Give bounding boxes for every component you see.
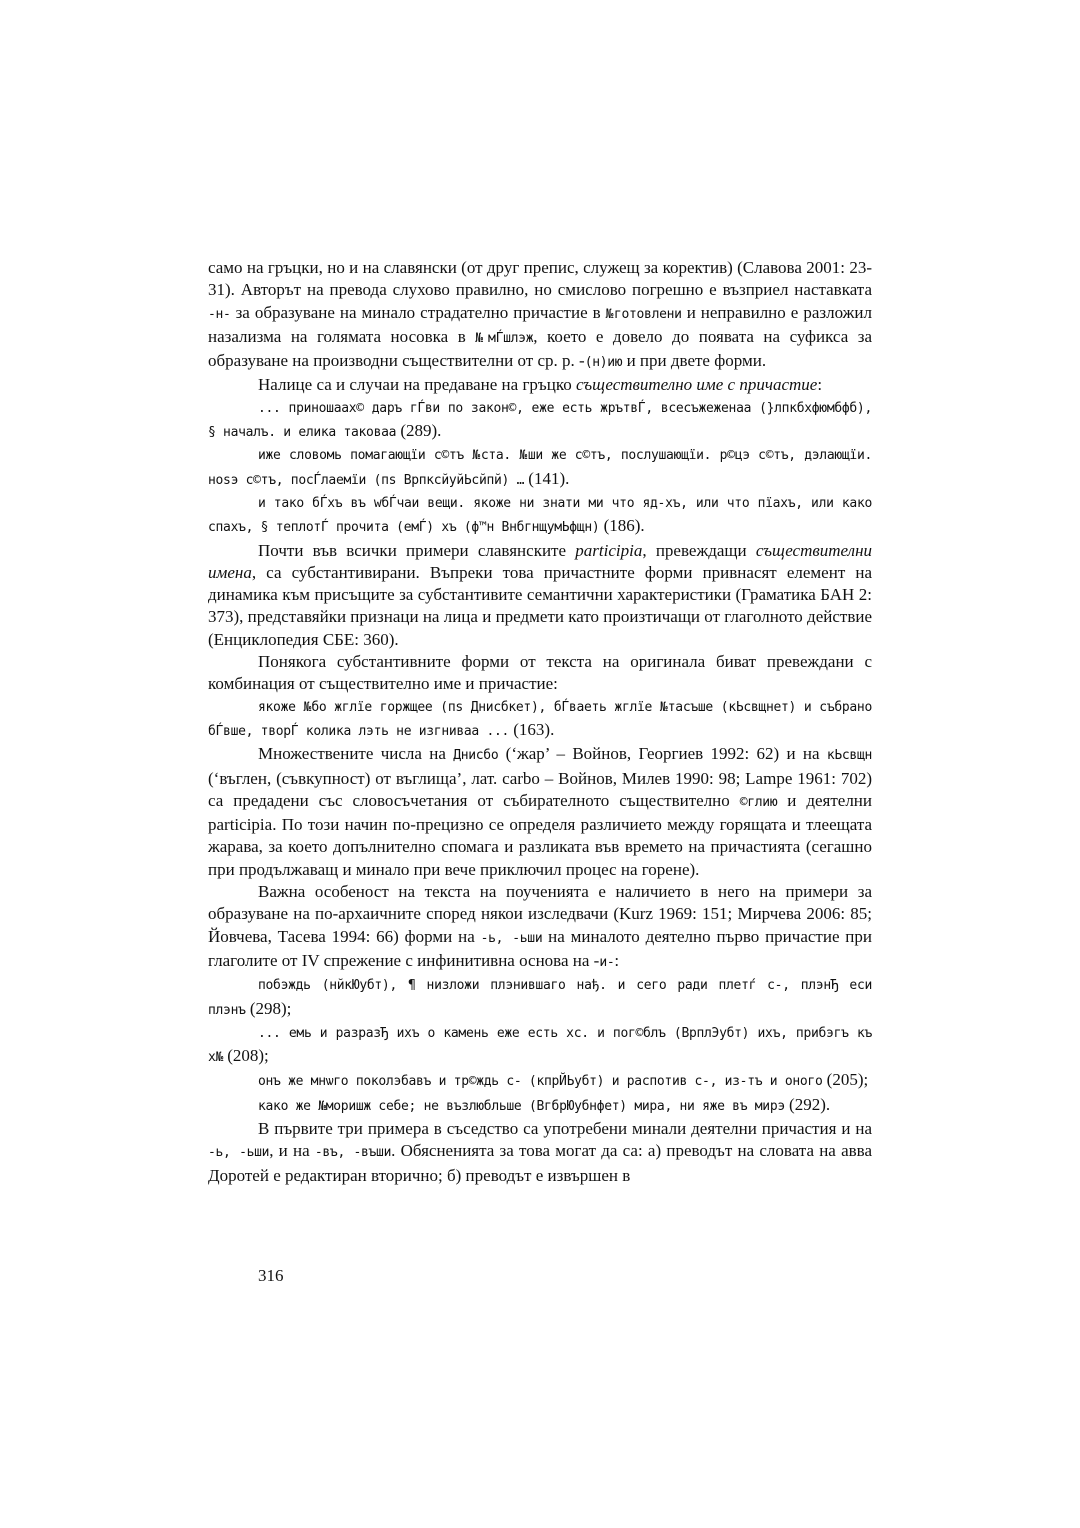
text-run: за образуване на минало страдателно причастие в (230, 302, 606, 322)
text-run: Почти във всички примери славянските (258, 540, 576, 560)
cited-form: -ь, -ьши (480, 930, 543, 946)
quote-ref: (298); (249, 998, 292, 1018)
text-run: Важна особеност на текста на поученията е наличието в него на примери за образуване на по-архаичните според някои изследвачи (Kurz 1969: 151; Мирчева 2006: 85; Йовчева, Тасева 1994: 66) форми на (208, 882, 872, 946)
quote-ref: (163). (513, 719, 555, 739)
quote-ref: (289). (400, 421, 442, 441)
text-run: , и на (269, 1141, 315, 1161)
body-text (208, 257, 872, 1187)
text-run: Понякога субстантивните форми от текста на оригинала биват превеждани с комбинация от съществително име и причастие: (208, 652, 872, 694)
quote-text: онъ же мнѡго поколэбавъ и тр©ждь с- (кпрЙЬубт) и распотив с-, из-тъ и оного (258, 1074, 823, 1090)
quote-ref: (205); (826, 1070, 869, 1090)
quote-text: како же №моришж себе; не възлюбльше (ВгбрЮубнфет) мира, ни яже въ мирэ (258, 1098, 785, 1114)
text-run: , превеждащи (642, 540, 756, 560)
text-run: : (817, 375, 823, 395)
cited-form: кЬсвщн (826, 748, 873, 764)
quote-block (208, 1094, 872, 1118)
paragraph (208, 374, 872, 396)
text-run: (‘жар’ – Войнов, Георгиев 1992: 62) и на (498, 744, 827, 764)
cited-form: и- (599, 954, 615, 970)
quote-ref: (292). (789, 1094, 831, 1114)
text-run: В първите три примера в съседство са употребени минали деятелни причастия и на (258, 1118, 872, 1138)
quote-block (208, 492, 872, 540)
text-run: на миналото деятелно първо причастие при глаголите от IV спрежение с инфинитивна основа на - (208, 926, 872, 970)
text-run: и неправилно е разложил назализма на голямата носовка в (208, 302, 872, 346)
quote-block (208, 974, 872, 1022)
cited-form: -ь, -ьши (208, 1145, 270, 1161)
cited-form: -въ, -въши (314, 1145, 392, 1161)
text-run: Множествените числа на (258, 744, 454, 764)
quote-ref: (141). (528, 468, 570, 488)
text-run: , което е довело до появата на суфикса за образуване на производни съществителни от ср. р. - (208, 326, 873, 371)
quote-text: иже словомь помагающїи с©тъ №ста. №ши же с©тъ, послушающїи. р©цэ с©тъ, дэлающїи. ноѕэ с©тъ, посЃлаемїи (пѕ ВрпксйуйЬсйпй) … (208, 448, 872, 488)
quote-text: и тако бЃхъ въ wбЃчаи вещи. якоже ни знати ми что яд-хъ, или что пїахъ, или како спахъ, § теплотЃ прочита (емЃ) хъ (ф™н ВнбгнщумЬфщн) (208, 495, 872, 536)
italic-term: participia (575, 540, 643, 560)
quote-ref: (186). (603, 516, 645, 536)
text-run: : (614, 950, 620, 970)
text-run: и при двете форми. (622, 351, 767, 371)
cited-form: (н)ию (584, 355, 623, 371)
cited-form: №готовлени (605, 306, 682, 322)
paragraph (208, 1118, 872, 1187)
paragraph (208, 540, 872, 651)
quote-block (208, 397, 872, 445)
quote-block (208, 1022, 872, 1070)
quote-block (208, 444, 872, 492)
text-run: Налице са и случаи на предаване на гръцко (258, 375, 576, 395)
cited-form: №мЃшлэж (475, 330, 534, 346)
quote-block (208, 696, 872, 744)
quote-ref: (208); (227, 1046, 269, 1066)
quote-block (208, 1069, 872, 1093)
paragraph (208, 651, 872, 696)
text-run: . Обясненията за това могат да са: а) преводът на словата на авва Доротей е редактиран вторично; б) преводът е извършен в (208, 1141, 872, 1185)
italic-term: съществително име с причастие (575, 375, 818, 395)
text-run: и деятелни participia. По този начин по-прецизно се определя различието между горящата и тлеещата жарава, за което допълнително спомага и разликата във времето на причастията (сегашно при продължаващ и минало при вече приключил процес на горене). (208, 790, 872, 879)
quote-text: ... приношаах© даръ гЃви по закон©, еже есть жрътвЃ, всесъжеженаа (}лпкбхфюмбфб), § началъ. и елика таковаа (208, 400, 872, 441)
paragraph (208, 881, 872, 974)
text-run: (‘въглен, (съвкупност) от въглища’, лат. carbo – Войнов, Милев 1990: 98; Lampe 1961: 702) са предадени със словосъчетания от събирателното съществително (208, 768, 872, 810)
quote-text: побэждь (нйкЮубт), ¶ низложи плэнившаго нађ. и сего ради плетѓ с-, плэнЂ еси плэнъ (208, 978, 872, 1018)
page-number: 316 (258, 1266, 284, 1285)
cited-form: ©глию (739, 794, 778, 810)
paragraph (208, 257, 872, 374)
cited-form: Днисбо (453, 748, 499, 764)
text-run: само на гръцки, но и на славянски (от друг препис, служещ за коректив) (Славова 2001: 23-31). Авторът на превода слухово правилно, но смислово погрешно е възприел наставката (208, 258, 872, 300)
text-run: , са субстантивирани. Въпреки това причастните форми привнасят елемент на динамика към присъщите за субстантивите семантични характеристики (Граматика БАН 2: 373), представяйки признаци на лица и предмети като произтичащи от глаголното действие (Енциклопедия СБЕ: 360). (208, 562, 872, 649)
cited-form: -н- (208, 306, 231, 322)
quote-text: якоже №бо жглїе горжщее (пѕ Днисбкет), бЃваеть жглїе №тасъше (кЬсвщнет) и събрано бЃвше, творЃ колика лэть не изгниваа ... (208, 699, 872, 739)
quote-text: ... емь и разразЂ ихъ о камень еже есть хс. и пог©блъ (ВрплЭубт) ихъ, прибэгъ къ х№ (208, 1025, 872, 1066)
italic-term: съществителни имена (208, 540, 872, 582)
paragraph (208, 743, 872, 881)
